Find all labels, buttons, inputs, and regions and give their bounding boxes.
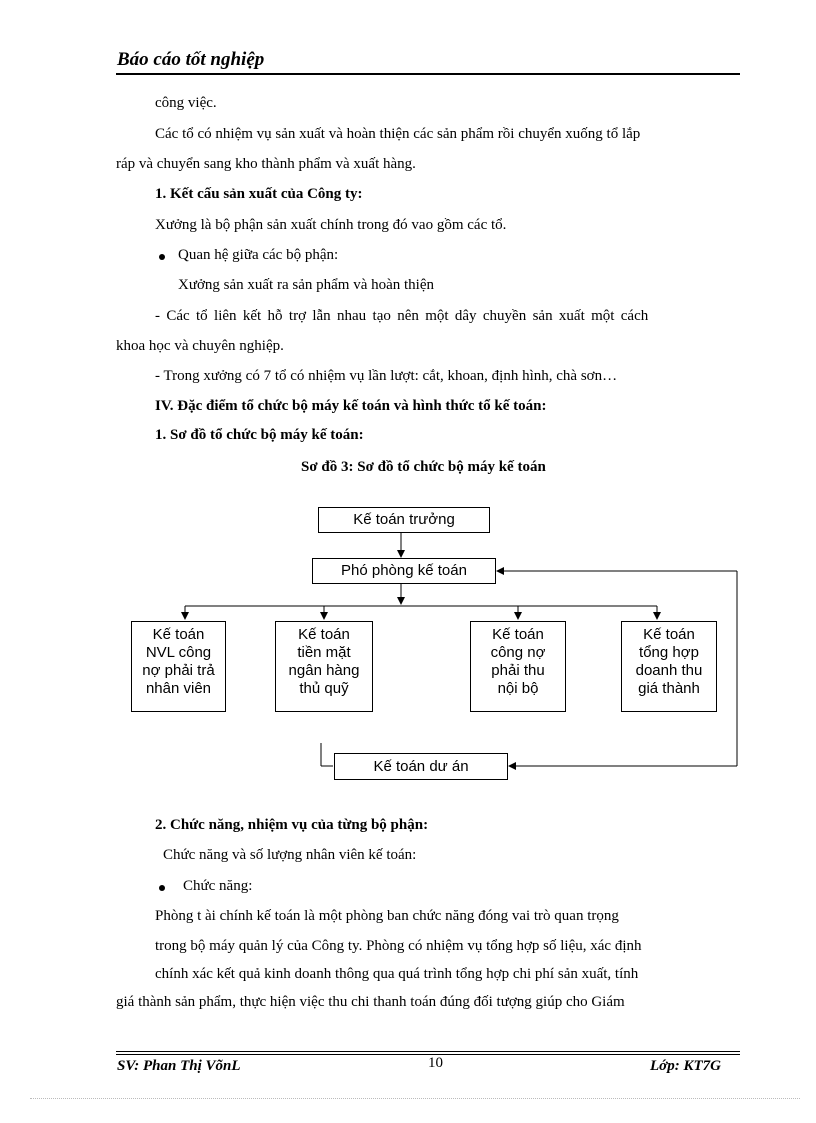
paragraph-line: Các tổ có nhiệm vụ sản xuất và hoàn thiện các sản phẩm rồi chuyển xuống tổ lắp xyxy=(155,126,641,142)
page-number: 10 xyxy=(428,1055,443,1071)
accounting-unit-box xyxy=(275,621,373,712)
paragraph-line: trong bộ máy quản lý của Công ty. Phòng có nhiệm vụ tổng hợp số liệu, xác định xyxy=(155,938,642,954)
box-line: tổng hợp xyxy=(639,644,699,661)
box-line: nhân viên xyxy=(145,680,212,697)
footer-rule xyxy=(116,1051,740,1052)
box-line: doanh thu xyxy=(635,662,703,679)
box-line: công nợ xyxy=(490,644,546,661)
box-label: Kế toán trưởng xyxy=(353,511,455,528)
diagram-caption: Sơ đồ 3: Sơ đồ tổ chức bộ máy kế toán xyxy=(301,459,546,475)
bullet-icon xyxy=(159,885,165,891)
box-line: Kế toán xyxy=(492,626,544,643)
dash-item-cont: khoa học và chuyên nghiệp. xyxy=(116,338,284,354)
box-line: nợ phải trả xyxy=(142,662,215,679)
box-line: thủ quỹ xyxy=(299,680,349,697)
footer-student: SV: Phan Thị VõnL xyxy=(117,1058,241,1074)
chief-accountant-box xyxy=(318,507,490,533)
footer-class: Lớp: KT7G xyxy=(650,1058,721,1074)
accounting-unit-box xyxy=(131,621,226,712)
section-heading: 1. Kết cấu sản xuất của Công ty: xyxy=(155,186,363,202)
dash-item: - Trong xưởng có 7 tổ có nhiệm vụ lần lượt: cắt, khoan, định hình, chà sơn… xyxy=(155,368,618,384)
bullet-text: Chức năng: xyxy=(183,878,253,894)
box-line: tiền mặt xyxy=(297,644,351,661)
box-label: Kế toán dư án xyxy=(373,758,469,775)
box-line: NVL công xyxy=(145,644,212,661)
paragraph-line: ráp và chuyển sang kho thành phẩm và xuất hàng. xyxy=(116,156,416,172)
paragraph-line: Phòng t ài chính kế toán là một phòng ban chức năng đóng vai trò quan trọng xyxy=(155,908,619,924)
bullet-text: Quan hệ giữa các bộ phận: xyxy=(178,247,339,263)
box-line: Kế toán xyxy=(643,626,695,643)
box-line: Kế toán xyxy=(298,626,350,643)
page-edge-divider xyxy=(30,1098,800,1099)
paragraph-line: giá thành sản phẩm, thực hiện việc thu chi thanh toán đúng đối tượng giúp cho Giám xyxy=(116,994,625,1010)
paragraph-line: chính xác kết quả kinh doanh thông qua quá trình tổng hợp chi phí sản xuất, tính xyxy=(155,966,639,982)
box-line: giá thành xyxy=(638,680,700,697)
bullet-subtext: Xưởng sản xuất ra sản phẩm và hoàn thiện xyxy=(178,277,434,293)
text-line: công việc. xyxy=(155,95,217,111)
dash-item: - Các tổ liên kết hỗ trợ lẫn nhau tạo nên một dây chuyền sản xuất một cách xyxy=(155,308,649,324)
deputy-head-box xyxy=(312,558,496,584)
box-line: phải thu xyxy=(491,662,545,679)
paragraph-line: Chức năng và số lượng nhân viên kế toán: xyxy=(163,847,417,863)
section-heading: 1. Sơ đồ tổ chức bộ máy kế toán: xyxy=(155,427,364,443)
project-accountant-box xyxy=(334,753,508,780)
header-title: Báo cáo tốt nghiệp xyxy=(117,49,265,70)
box-line: nội bộ xyxy=(497,680,539,697)
box-line: ngân hàng xyxy=(288,662,360,679)
section-heading: IV. Đặc điểm tổ chức bộ máy kế toán và hình thức tổ kế toán: xyxy=(155,398,547,414)
box-label: Phó phòng kế toán xyxy=(341,562,467,579)
box-line: Kế toán xyxy=(152,626,205,643)
section-heading: 2. Chức năng, nhiệm vụ của từng bộ phận: xyxy=(155,817,429,833)
paragraph-line: Xưởng là bộ phận sản xuất chính trong đó vao gồm các tổ. xyxy=(155,217,507,233)
accounting-unit-box xyxy=(470,621,566,712)
accounting-unit-box xyxy=(621,621,717,712)
